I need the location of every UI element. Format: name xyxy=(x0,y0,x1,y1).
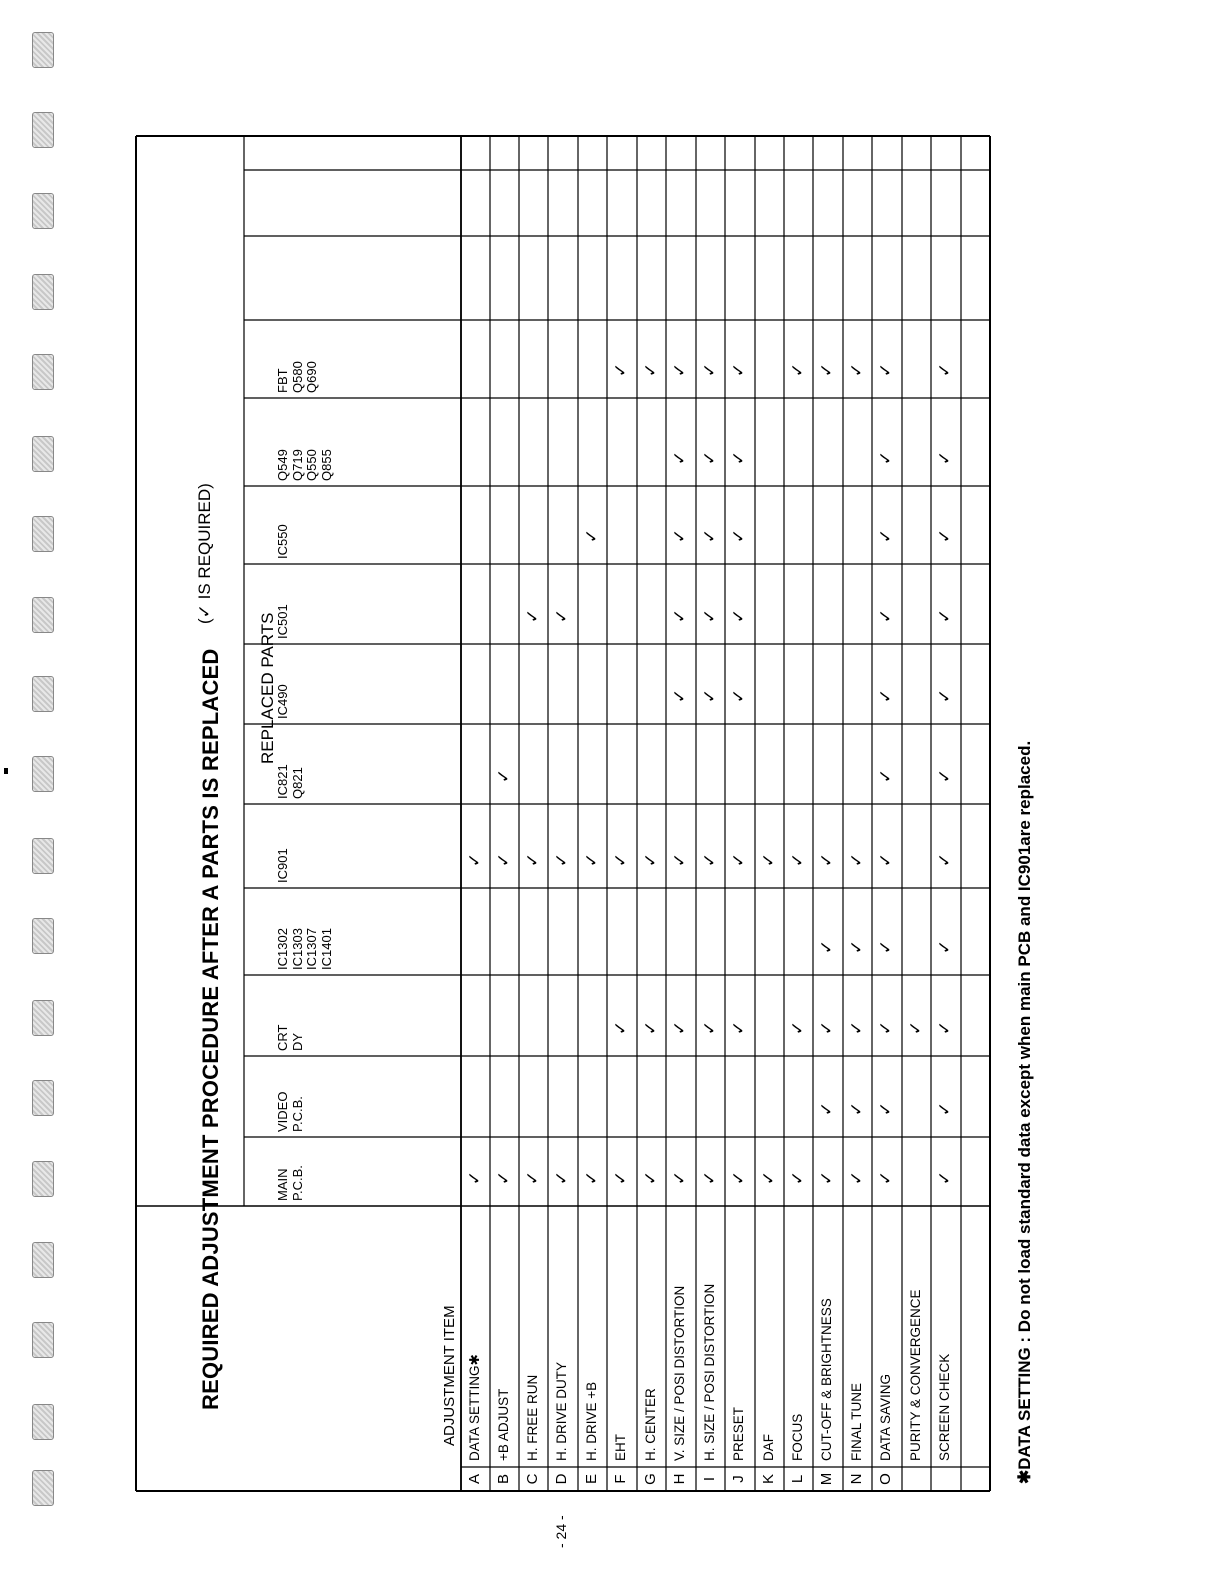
adjustment-item: PURITY & CONVERGENCE xyxy=(908,1289,923,1461)
row-letter: B xyxy=(495,1474,512,1485)
page-number: - 24 - xyxy=(553,1515,569,1548)
required-check-icon: ✓ xyxy=(670,1170,690,1186)
required-check-icon: ✓ xyxy=(876,450,896,466)
required-check-icon: ✓ xyxy=(935,852,955,868)
required-check-icon: ✓ xyxy=(611,362,631,378)
adjustment-item: H. DRIVE +B xyxy=(584,1381,599,1461)
required-check-icon: ✓ xyxy=(935,528,955,544)
required-check-icon: ✓ xyxy=(640,362,661,378)
required-check-icon: ✓ xyxy=(640,1170,661,1186)
required-check-icon: ✓ xyxy=(552,1170,572,1186)
required-check-icon: ✓ xyxy=(699,450,720,466)
required-check-icon: ✓ xyxy=(876,939,896,955)
required-check-icon: ✓ xyxy=(817,1170,837,1186)
adjustment-item: DATA SETTING✱ xyxy=(467,1354,482,1461)
row-letter: D xyxy=(553,1473,570,1485)
replaced-parts-header: REPLACED PARTS xyxy=(258,612,277,764)
required-check-icon: ✓ xyxy=(522,852,543,868)
required-check-icon: ✓ xyxy=(787,1020,808,1036)
required-check-icon: ✓ xyxy=(493,1170,514,1186)
required-check-icon: ✓ xyxy=(640,1020,661,1036)
required-check-icon: ✓ xyxy=(876,768,896,784)
required-check-icon: ✓ xyxy=(935,1101,955,1117)
row-letter: A xyxy=(466,1474,483,1485)
row-letter: N xyxy=(848,1473,865,1485)
required-check-icon: ✓ xyxy=(729,362,749,378)
required-check-icon: ✓ xyxy=(846,852,867,868)
part-column-header: Q549 Q719 Q550 Q855 xyxy=(275,449,334,481)
required-check-icon: ✓ xyxy=(464,852,485,868)
required-check-icon: ✓ xyxy=(699,1020,720,1036)
adjustment-item: V. SIZE / POSI DISTORTION xyxy=(672,1285,687,1461)
required-check-icon: ✓ xyxy=(729,450,749,466)
row-letter: G xyxy=(642,1473,659,1485)
required-check-icon: ✓ xyxy=(729,528,749,544)
required-check-icon: ✓ xyxy=(699,1170,720,1186)
required-check-icon: ✓ xyxy=(552,852,572,868)
required-check-icon: ✓ xyxy=(935,450,955,466)
row-letter: F xyxy=(612,1474,629,1484)
row-letter: O xyxy=(877,1473,894,1485)
row-letter: L xyxy=(789,1474,806,1484)
required-check-icon: ✓ xyxy=(581,1170,602,1186)
required-check-icon: ✓ xyxy=(670,528,690,544)
required-check-icon: ✓ xyxy=(581,528,602,544)
required-check-icon: ✓ xyxy=(846,1170,867,1186)
required-check-icon: ✓ xyxy=(935,362,955,378)
required-check-icon: ✓ xyxy=(493,768,514,784)
adjustment-item: PRESET xyxy=(731,1406,746,1461)
page-title: REQUIRED ADJUSTMENT PROCEDURE AFTER A PARTS IS REPLACED xyxy=(198,648,223,1410)
required-check-icon: ✓ xyxy=(876,528,896,544)
adjustment-item: SCREEN CHECK xyxy=(937,1353,952,1461)
required-check-icon: ✓ xyxy=(876,1101,896,1117)
row-letter: H xyxy=(671,1473,688,1485)
required-check-icon: ✓ xyxy=(905,1020,926,1036)
required-check-icon: ✓ xyxy=(817,1020,837,1036)
part-column-header: IC821 Q821 xyxy=(275,764,305,799)
required-check-icon: ✓ xyxy=(935,1170,955,1186)
required-check-icon: ✓ xyxy=(935,768,955,784)
row-letter: J xyxy=(730,1475,747,1483)
required-check-icon: ✓ xyxy=(876,688,896,704)
required-check-icon: ✓ xyxy=(729,1020,749,1036)
required-check-icon: ✓ xyxy=(729,852,749,868)
required-check-icon: ✓ xyxy=(876,852,896,868)
row-letter: K xyxy=(760,1474,777,1485)
required-check-icon: ✓ xyxy=(670,608,690,624)
required-check-icon: ✓ xyxy=(817,1101,837,1117)
part-column-header: FBT Q580 Q690 xyxy=(275,361,319,393)
required-check-icon: ✓ xyxy=(729,608,749,624)
adjustment-item: CUT-OFF & BRIGHTNESS xyxy=(819,1298,834,1461)
adjustment-item: FOCUS xyxy=(790,1413,805,1461)
required-check-icon: ✓ xyxy=(935,939,955,955)
data-setting-footnote: ✱DATA SETTING : Do not load standard data except when main PCB and IC901are replaced. xyxy=(1015,740,1034,1484)
required-check-icon: ✓ xyxy=(935,1020,955,1036)
required-check-icon: ✓ xyxy=(876,362,896,378)
required-check-icon: ✓ xyxy=(493,852,514,868)
required-check-icon: ✓ xyxy=(552,608,572,624)
required-check-icon: ✓ xyxy=(876,1170,896,1186)
required-check-icon: ✓ xyxy=(522,1170,543,1186)
adjustment-item: DAF xyxy=(761,1434,776,1461)
required-check-icon: ✓ xyxy=(876,1020,896,1036)
adjustment-item: H. CENTER xyxy=(643,1388,658,1461)
required-check-icon: ✓ xyxy=(581,852,602,868)
adjustment-item: FINAL TUNE xyxy=(849,1382,864,1461)
part-column-header: IC490 xyxy=(275,684,290,719)
part-column-header: IC550 xyxy=(275,524,290,559)
required-check-icon: ✓ xyxy=(846,1101,867,1117)
part-column-header: IC901 xyxy=(275,848,290,883)
required-check-icon: ✓ xyxy=(935,608,955,624)
required-check-icon: ✓ xyxy=(611,1170,631,1186)
required-check-icon: ✓ xyxy=(611,852,631,868)
adjustment-item: EHT xyxy=(613,1434,628,1461)
adjustment-item: H. SIZE / POSI DISTORTION xyxy=(702,1283,717,1461)
required-check-icon: ✓ xyxy=(699,608,720,624)
required-check-icon: ✓ xyxy=(758,852,779,868)
required-check-icon: ✓ xyxy=(611,1020,631,1036)
required-check-icon: ✓ xyxy=(699,688,720,704)
required-check-icon: ✓ xyxy=(758,1170,779,1186)
required-check-icon: ✓ xyxy=(729,688,749,704)
adjustment-item: H. FREE RUN xyxy=(525,1374,540,1461)
required-check-icon: ✓ xyxy=(670,688,690,704)
required-check-icon: ✓ xyxy=(670,362,690,378)
legend: (✓ IS REQUIRED) xyxy=(195,483,214,624)
required-check-icon: ✓ xyxy=(817,939,837,955)
required-check-icon: ✓ xyxy=(699,528,720,544)
part-column-header: MAIN P.C.B. xyxy=(275,1165,305,1201)
part-column-header: VIDEO P.C.B. xyxy=(275,1091,305,1132)
required-check-icon: ✓ xyxy=(640,852,661,868)
adjustment-item: +B ADJUST xyxy=(496,1388,511,1461)
adjustment-item: DATA SAVING xyxy=(878,1373,893,1461)
required-check-icon: ✓ xyxy=(935,688,955,704)
required-check-icon: ✓ xyxy=(699,852,720,868)
required-check-icon: ✓ xyxy=(522,608,543,624)
part-column-header: CRT DY xyxy=(275,1024,305,1051)
required-check-icon: ✓ xyxy=(729,1170,749,1186)
row-letter: E xyxy=(583,1474,600,1485)
required-check-icon: ✓ xyxy=(670,1020,690,1036)
required-check-icon: ✓ xyxy=(670,450,690,466)
row-letter: C xyxy=(524,1473,541,1485)
required-check-icon: ✓ xyxy=(817,362,837,378)
required-check-icon: ✓ xyxy=(464,1170,485,1186)
required-check-icon: ✓ xyxy=(787,852,808,868)
required-check-icon: ✓ xyxy=(787,362,808,378)
required-check-icon: ✓ xyxy=(846,939,867,955)
required-check-icon: ✓ xyxy=(846,362,867,378)
part-column-header: IC501 xyxy=(275,604,290,639)
required-check-icon: ✓ xyxy=(817,852,837,868)
adjustment-item-header: ADJUSTMENT ITEM xyxy=(441,1305,458,1446)
required-check-icon: ✓ xyxy=(670,852,690,868)
required-check-icon: ✓ xyxy=(699,362,720,378)
required-check-icon: ✓ xyxy=(787,1170,808,1186)
part-column-header: IC1302 IC1303 IC1307 IC1401 xyxy=(275,928,334,970)
row-letter: I xyxy=(701,1476,718,1482)
required-check-icon: ✓ xyxy=(846,1020,867,1036)
adjustment-item: H. DRIVE DUTY xyxy=(554,1361,569,1461)
row-letter: M xyxy=(818,1472,835,1486)
required-check-icon: ✓ xyxy=(876,608,896,624)
